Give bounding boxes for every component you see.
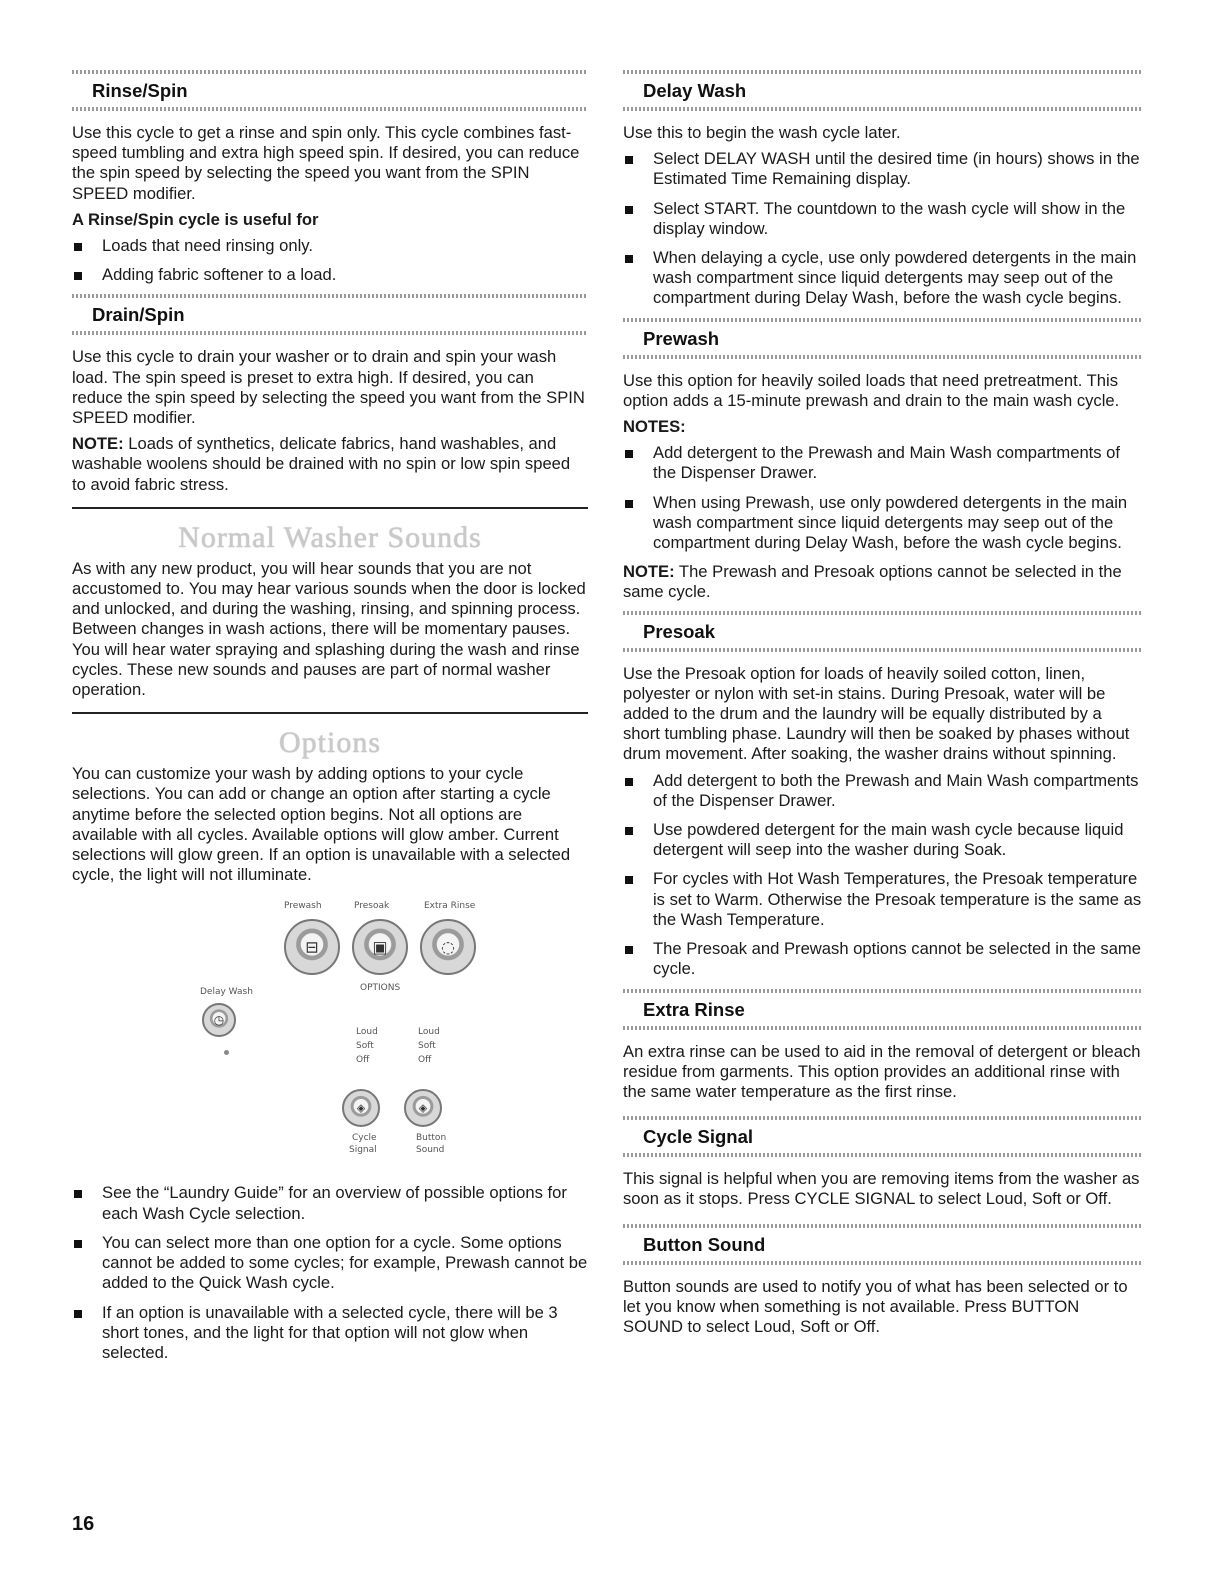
- button-sound-soft-label: Soft: [418, 1041, 436, 1052]
- list-item: If an option is unavailable with a selected cycle, there will be 3 short tones, and the light for that option will not glow when selected.: [72, 1303, 588, 1364]
- left-column: [72, 70, 588, 1372]
- rinse-spin-heading: Rinse/Spin: [92, 80, 188, 101]
- list-item: Add detergent to the Prewash and Main Wash compartments of the Dispenser Drawer.: [623, 443, 1143, 483]
- dotted-rule: [72, 70, 588, 74]
- prewash-icon: ⊟: [305, 937, 319, 957]
- button-sound-loud-label: Loud: [418, 1027, 440, 1038]
- presoak-heading: Presoak: [643, 620, 715, 642]
- extra-rinse-body: An extra rinse can be used to aid in the removal of detergent or bleach residue from garments. This option provides an additional rinse with the same water temperature as the first rinse.: [623, 1041, 1141, 1101]
- extra-rinse-button[interactable]: [420, 919, 476, 975]
- page-number: 16: [72, 1513, 95, 1535]
- cycle-signal-off-label: Off: [356, 1055, 370, 1066]
- dotted-rule: [623, 70, 1143, 74]
- dotted-rule: [72, 331, 588, 335]
- prewash-body: Use this option for heavily soiled loads that need pretreatment. This option adds a 15-minute prewash and drain to the main wash cycle.: [623, 370, 1120, 410]
- dotted-rule: [623, 355, 1143, 359]
- prewash-section: [623, 318, 1143, 603]
- button-sound-label-2: Sound: [416, 1145, 445, 1156]
- extra-rinse-section: [623, 989, 1143, 1103]
- drain-spin-heading: Drain/Spin: [92, 304, 185, 326]
- list-item: Select DELAY WASH until the desired time (in hours) shows in the Estimated Time Remaining display.: [623, 149, 1143, 189]
- list-item: See the “Laundry Guide” for an overview of possible options for each Wash Cycle selection.: [72, 1183, 588, 1223]
- dotted-rule: [623, 989, 1143, 993]
- prewash-list: [623, 443, 1143, 553]
- prewash-note: [623, 562, 1143, 602]
- extra-rinse-heading: Extra Rinse: [643, 998, 745, 1020]
- prewash-heading: Prewash: [643, 327, 720, 349]
- list-item: For cycles with Hot Wash Temperatures, the Presoak temperature is set to Warm. Otherwise the Presoak temperature is the same as the Wash Temperature.: [623, 869, 1143, 930]
- list-item: You can select more than one option for a cycle. Some options cannot be added to some cycles; for example, Prewash cannot be added to the Quick Wash cycle.: [72, 1233, 588, 1294]
- list-item: Loads that need rinsing only.: [72, 236, 588, 256]
- list-item: The Presoak and Prewash options cannot be selected in the same cycle.: [623, 939, 1143, 979]
- dotted-rule: [72, 107, 588, 111]
- options-heading: Options: [72, 712, 588, 758]
- dotted-rule: [623, 648, 1143, 652]
- cycle-signal-button[interactable]: [342, 1089, 380, 1127]
- indicator-dot: [224, 1050, 229, 1055]
- prewash-label: Prewash: [284, 901, 322, 912]
- note-text: The Prewash and Presoak options cannot be selected in the same cycle.: [623, 562, 1122, 602]
- presoak-label: Presoak: [354, 901, 390, 912]
- presoak-icon: ▣: [372, 937, 388, 957]
- delay-wash-button[interactable]: [202, 1003, 236, 1037]
- list-item: Adding fabric softener to a load.: [72, 265, 588, 285]
- prewash-notes-label: NOTES:: [623, 417, 686, 437]
- cycle-signal-loud-label: Loud: [356, 1027, 378, 1038]
- delay-wash-heading: Delay Wash: [643, 80, 747, 101]
- drain-spin-body: Use this cycle to drain your washer or to drain and spin your wash load. The spin speed is preset to extra high. If desired, you can reduce the spin speed by selecting the speed you want from the SPIN SPEED modifier.: [72, 347, 585, 428]
- cycle-signal-body: This signal is helpful when you are removing items from the washer as soon as it stops. Press CYCLE SIGNAL to select Loud, Soft or Off.: [623, 1169, 1140, 1209]
- delay-wash-label: Delay Wash: [200, 987, 253, 998]
- normal-washer-sounds-heading: Normal Washer Sounds: [72, 507, 588, 553]
- rinse-spin-lead: A Rinse/Spin cycle is useful for: [72, 209, 319, 229]
- button-sound-body: Button sounds are used to notify you of what has been selected or to let you know when something is not available. Press BUTTON SOUND to select Loud, Soft or Off.: [623, 1276, 1128, 1336]
- drain-spin-note: [72, 434, 588, 495]
- list-item: When using Prewash, use only powdered detergents in the main wash compartment since liquid detergents may seep out of the compartment during Delay Wash, before the wash cycle begins.: [623, 493, 1143, 554]
- dotted-rule: [623, 1224, 1143, 1228]
- extra-rinse-label: Extra Rinse: [424, 901, 476, 912]
- note-text: Loads of synthetics, delicate fabrics, hand washables, and washable woolens should be drained with no spin or low spin speed to avoid fabric stress.: [72, 434, 571, 494]
- options-body: You can customize your wash by adding options to your cycle selections. You can add or change an option after starting a cycle anytime before the selected option begins. Not all options are available with all cycles. Available options will glow amber. Current selections will glow green. If an option is unavailable with a selected cycle, the light will not illuminate.: [72, 764, 571, 885]
- cycle-signal-label-1: Cycle: [352, 1133, 377, 1144]
- delay-wash-list: [623, 149, 1143, 308]
- dotted-rule: [623, 1261, 1143, 1265]
- clock-icon: ◷: [213, 1013, 225, 1028]
- dotted-rule: [623, 1153, 1143, 1157]
- cycle-signal-heading: Cycle Signal: [643, 1126, 754, 1148]
- list-item: Add detergent to both the Prewash and Main Wash compartments of the Dispenser Drawer.: [623, 771, 1143, 811]
- note-label: NOTE:: [72, 434, 124, 454]
- presoak-list: [623, 771, 1143, 980]
- dotted-rule: [623, 611, 1143, 615]
- delay-wash-body: Use this to begin the wash cycle later.: [623, 123, 901, 142]
- rinse-spin-section: [72, 70, 588, 285]
- normal-sounds-body: As with any new product, you will hear sounds that you are not accustomed to. You may hear various sounds when the door is locked and unlocked, and during the washing, rinsing, and spinning process. Between changes in wash actions, there will be momentary pauses. You will hear water spraying and splashing during the wash and rinse cycles. These new sounds and pauses are part of normal washer operation.: [72, 558, 586, 700]
- dotted-rule: [623, 107, 1143, 111]
- rinse-spin-list: [72, 236, 588, 285]
- cycle-signal-label-2: Signal: [349, 1145, 377, 1156]
- speaker-icon: ◈: [418, 1101, 428, 1115]
- options-control-panel-figure: [72, 895, 588, 1175]
- options-list: [72, 1183, 588, 1363]
- list-item: Select START. The countdown to the wash cycle will show in the display window.: [623, 199, 1143, 239]
- extra-rinse-icon: ◌: [441, 937, 455, 957]
- button-sound-section: [623, 1224, 1143, 1338]
- button-sound-heading: Button Sound: [643, 1233, 766, 1255]
- dotted-rule: [72, 294, 588, 298]
- dotted-rule: [623, 1116, 1143, 1120]
- cycle-signal-section: [623, 1116, 1143, 1209]
- cycle-signal-soft-label: Soft: [356, 1041, 374, 1052]
- prewash-button[interactable]: [284, 919, 340, 975]
- presoak-section: [623, 611, 1143, 980]
- right-column: [623, 70, 1143, 1337]
- options-label: OPTIONS: [360, 983, 401, 994]
- delay-wash-section: [623, 70, 1143, 309]
- dotted-rule: [623, 1026, 1143, 1030]
- button-sound-off-label: Off: [418, 1055, 432, 1066]
- list-item: When delaying a cycle, use only powdered detergents in the main wash compartment since liquid detergents may seep out of the compartment during Delay Wash, before the wash cycle begins.: [623, 248, 1143, 309]
- list-item: Use powdered detergent for the main wash cycle because liquid detergent will seep into the washer during Soak.: [623, 820, 1143, 860]
- note-label: NOTE:: [623, 562, 675, 582]
- presoak-button[interactable]: [352, 919, 408, 975]
- button-sound-button[interactable]: [404, 1089, 442, 1127]
- presoak-body: Use the Presoak option for loads of heavily soiled cotton, linen, polyester or nylon with set-in stains. During Presoak, water will be added to the drum and the laundry will be equally distributed by a short tumbling phase. Laundry will then be soaked by phases without drum movement. After soaking, the washer drains without spinning.: [623, 663, 1130, 764]
- dotted-rule: [623, 318, 1143, 322]
- rinse-spin-body: Use this cycle to get a rinse and spin only. This cycle combines fast-speed tumbling and extra high speed spin. If desired, you can reduce the spin speed by selecting the speed you want from the SPIN SPEED modifier.: [72, 123, 580, 203]
- button-sound-label-1: Button: [416, 1133, 447, 1144]
- speaker-icon: ◈: [356, 1101, 366, 1115]
- drain-spin-section: [72, 294, 588, 494]
